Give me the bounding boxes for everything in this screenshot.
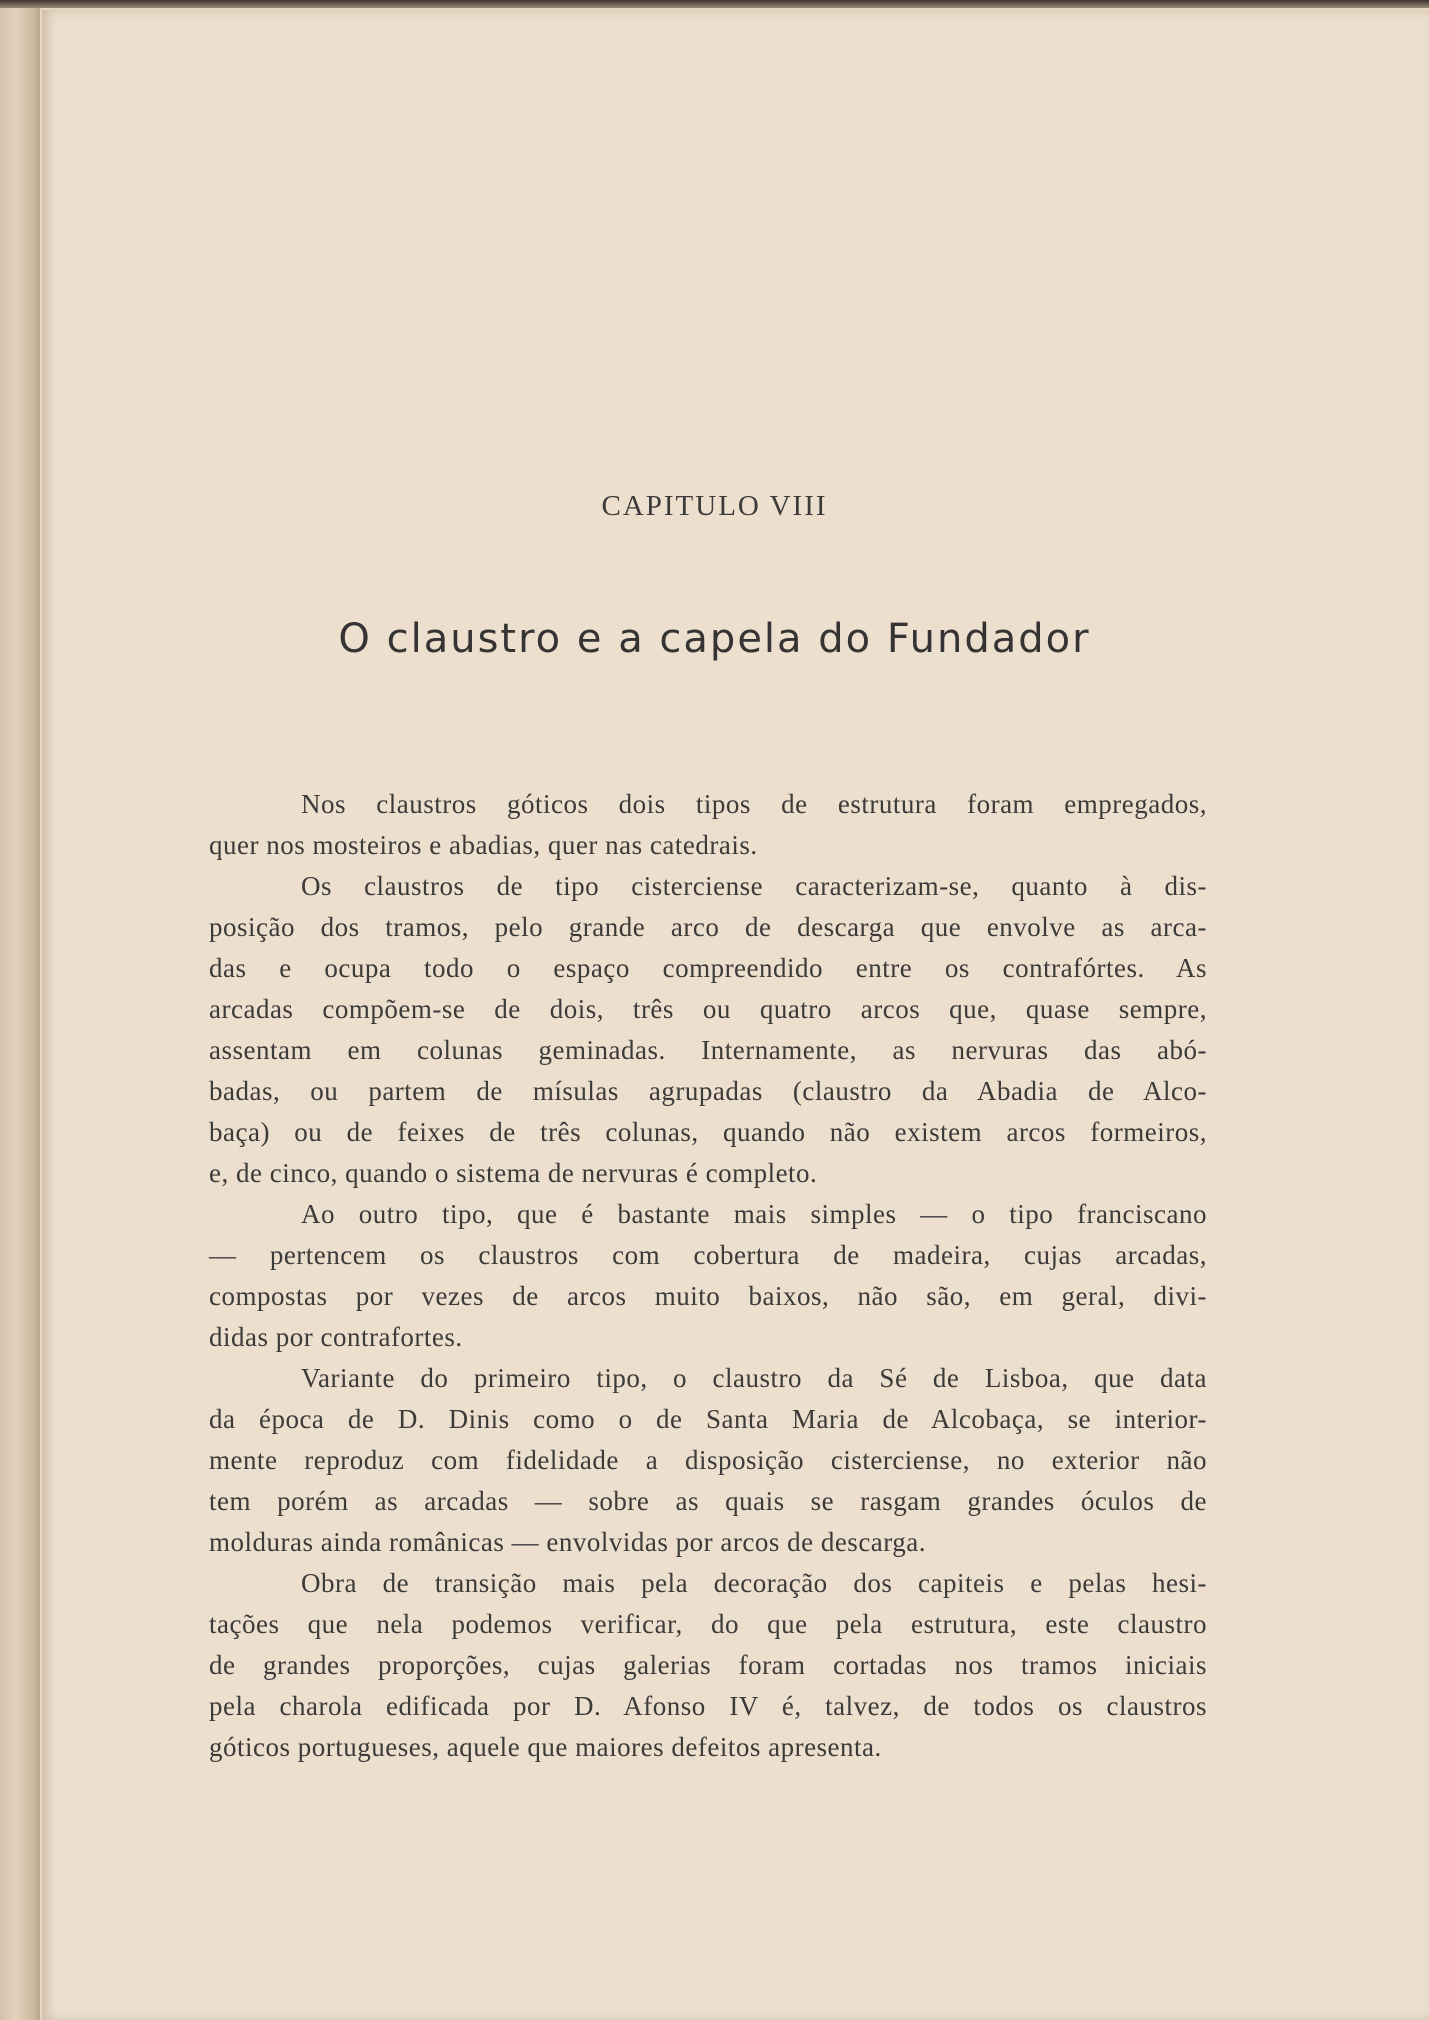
body-line: quer nos mosteiros e abadias, quer nas catedrais. [209,830,758,860]
body-line: tem porém as arcadas — sobre as quais se rasgam grandes óculos de [209,1486,1207,1516]
body-line: molduras ainda românicas — envolvidas por arcos de descarga. [209,1527,927,1557]
body-line: posição dos tramos, pelo grande arco de descarga que envolve as arca- [209,912,1207,942]
body-line: das e ocupa todo o espaço compreendido entre os contrafórtes. As [209,953,1207,983]
body-line: assentam em colunas geminadas. Internamente, as nervuras das abó- [209,1035,1207,1065]
body-line: Variante do primeiro tipo, o claustro da Sé de Lisboa, que data [301,1363,1207,1393]
body-line: da época de D. Dinis como o de Santa Maria de Alcobaça, se interior- [209,1404,1207,1434]
body-text [209,784,1207,1768]
body-line: Obra de transição mais pela decoração dos capiteis e pelas hesi- [301,1568,1207,1598]
body-line: — pertencem os claustros com cobertura de madeira, cujas arcadas, [209,1240,1207,1270]
body-line: didas por contrafortes. [209,1322,463,1352]
body-line: compostas por vezes de arcos muito baixos, não são, em geral, divi- [209,1281,1207,1311]
body-line: badas, ou partem de mísulas agrupadas (claustro da Abadia de Alco- [209,1076,1207,1106]
chapter-number: CAPITULO VIII [601,490,828,522]
body-line: baça) ou de feixes de três colunas, quando não existem arcos formeiros, [209,1117,1207,1147]
body-line: e, de cinco, quando o sistema de nervuras é completo. [209,1158,818,1188]
body-line: tações que nela podemos verificar, do que pela estrutura, este claustro [209,1609,1207,1639]
body-line: mente reproduz com fidelidade a disposição cisterciense, no exterior não [209,1445,1207,1475]
body-line: góticos portugueses, aquele que maiores defeitos apresenta. [209,1732,882,1762]
body-line: de grandes proporções, cujas galerias foram cortadas nos tramos iniciais [209,1650,1207,1680]
body-line: arcadas compõem-se de dois, três ou quatro arcos que, quase sempre, [209,994,1207,1024]
body-line: Nos claustros góticos dois tipos de estrutura foram empregados, [301,789,1207,819]
chapter-title: O claustro e a capela do Fundador [338,616,1091,662]
scan-top-edge [0,0,1429,8]
body-line: pela charola edificada por D. Afonso IV é, talvez, de todos os claustros [209,1691,1207,1721]
body-line: Ao outro tipo, que é bastante mais simples — o tipo franciscano [301,1199,1207,1229]
binding-edge [0,8,40,2020]
body-line: Os claustros de tipo cisterciense caracterizam-se, quanto à dis- [301,871,1207,901]
